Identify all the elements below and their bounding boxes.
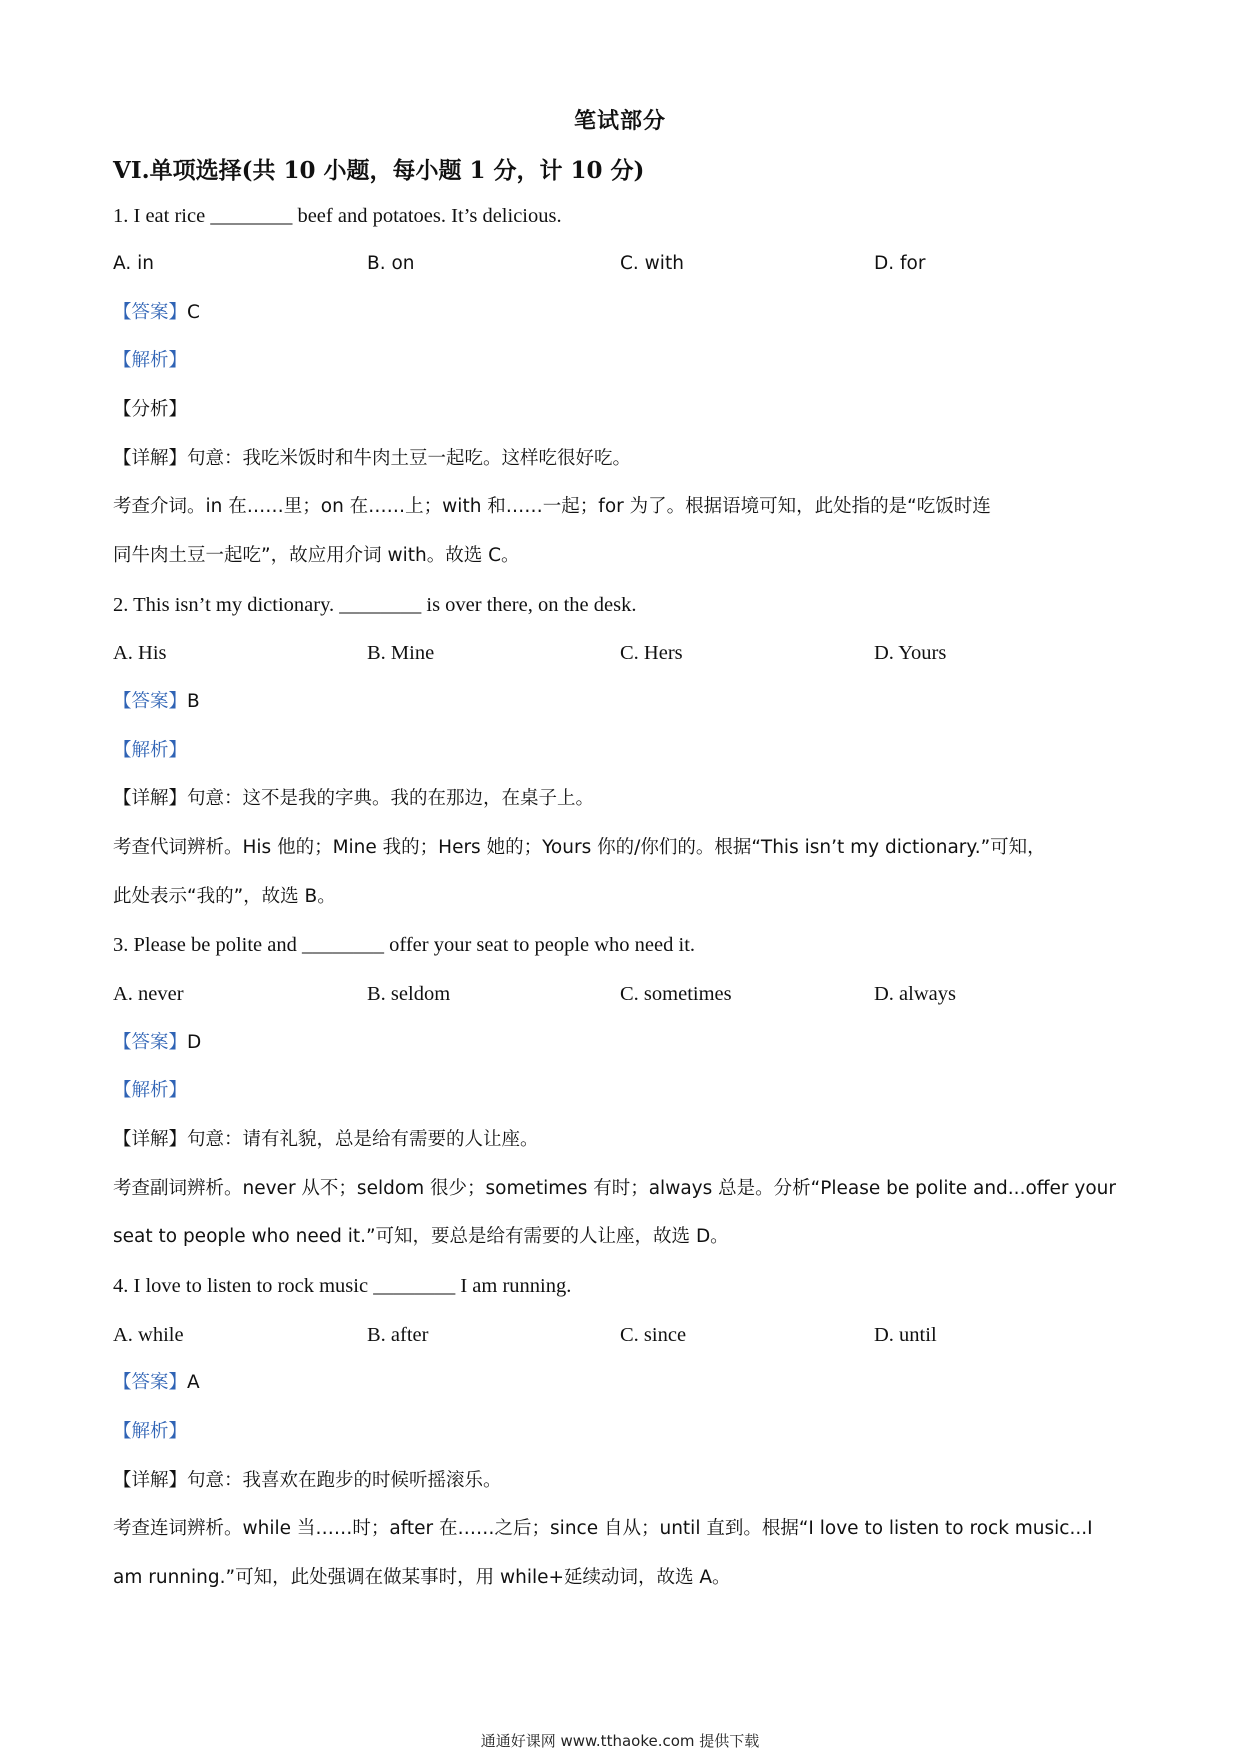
answer-tag: 【答案】	[113, 302, 188, 323]
question-4-option-d: D. until	[874, 1324, 937, 1346]
question-1-explanation-line-2: 同牛肉土豆一起吃”，故应用介词 with。故选 C。	[113, 545, 520, 566]
question-4-option-a: A. while	[113, 1324, 184, 1346]
answer-tag: 【答案】	[113, 691, 188, 712]
question-4-detail	[113, 1468, 502, 1494]
question-1-option-b: B. on	[367, 253, 415, 274]
question-2-explanation-line-1: 考查代词辨析。His 他的；Mine 我的；Hers 她的；Yours 你的/你们的。根据“This isn’t my dictionary.”可知，	[113, 837, 1046, 858]
detail-text: 句意：我吃米饭时和牛肉土豆一起吃。这样吃很好吃。	[187, 448, 632, 469]
question-4-option-b: B. after	[367, 1324, 429, 1346]
section-heading: VI.单项选择(共 10 小题，每小题 1 分，计 10 分)	[113, 157, 645, 184]
question-4-answer	[113, 1370, 200, 1396]
question-4-analysis-tag: 【解析】	[113, 1421, 188, 1442]
question-4-explanation-line-2: am running.”可知，此处强调在做某事时，用 while+延续动词，故选 A。	[113, 1567, 731, 1588]
question-2-option-d: D. Yours	[874, 642, 947, 664]
question-2-option-b: B. Mine	[367, 642, 435, 664]
question-4-explanation-line-1: 考查连词辨析。while 当……时；after 在……之后；since 自从；until 直到。根据“I love to listen to rock music...I	[113, 1518, 1093, 1539]
detail-tag: 【详解】	[113, 788, 188, 809]
question-2-analysis-tag: 【解析】	[113, 740, 188, 761]
page-footer: 通通好课网 www.tthaoke.com 提供下载	[480, 1732, 760, 1750]
answer-tag: 【答案】	[113, 1372, 188, 1393]
answer-value: B	[187, 691, 200, 712]
question-1-explanation-line-1: 考查介词。in 在……里；on 在……上；with 和……一起；for 为了。根据语境可知，此处指的是“吃饭时连	[113, 496, 991, 517]
question-4-stem: 4. I love to listen to rock music ________ I am running.	[113, 1275, 572, 1297]
question-3-option-c: C. sometimes	[620, 983, 732, 1005]
question-1-option-c: C. with	[620, 253, 684, 274]
question-3-stem: 3. Please be polite and ________ offer your seat to people who need it.	[113, 934, 696, 956]
question-1-stem: 1. I eat rice ________ beef and potatoes. It’s delicious.	[113, 205, 562, 227]
question-2-stem: 2. This isn’t my dictionary. ________ is over there, on the desk.	[113, 594, 637, 616]
detail-tag: 【详解】	[113, 1129, 188, 1150]
detail-tag: 【详解】	[113, 448, 188, 469]
question-2-detail	[113, 786, 594, 812]
question-1-option-a: A. in	[113, 253, 154, 274]
question-3-analysis-tag: 【解析】	[113, 1080, 188, 1101]
question-1-analysis-tag: 【解析】	[113, 350, 188, 371]
detail-text: 句意：我喜欢在跑步的时候听摇滚乐。	[187, 1470, 502, 1491]
question-3-option-b: B. seldom	[367, 983, 451, 1005]
question-2-answer	[113, 689, 200, 715]
answer-value: C	[187, 302, 200, 323]
question-1-option-d: D. for	[874, 253, 926, 274]
answer-tag: 【答案】	[113, 1032, 188, 1053]
question-4-option-c: C. since	[620, 1324, 687, 1346]
question-2-option-a: A. His	[113, 642, 167, 664]
page-title: 笔试部分	[573, 108, 666, 134]
question-2-option-c: C. Hers	[620, 642, 683, 664]
question-3-explanation-line-2: seat to people who need it.”可知，要总是给有需要的人让座，故选 D。	[113, 1226, 729, 1247]
question-3-answer	[113, 1030, 201, 1056]
detail-text: 句意：这不是我的字典。我的在那边，在桌子上。	[187, 788, 595, 809]
question-3-explanation-line-1: 考查副词辨析。never 从不；seldom 很少；sometimes 有时；always 总是。分析“Please be polite and...offer your	[113, 1178, 1116, 1199]
question-2-explanation-line-2: 此处表示“我的”，故选 B。	[113, 886, 336, 907]
answer-value: A	[187, 1372, 200, 1393]
question-3-option-d: D. always	[874, 983, 956, 1005]
answer-value: D	[187, 1032, 202, 1053]
detail-tag: 【详解】	[113, 1470, 188, 1491]
question-1-fenxi-tag: 【分析】	[113, 399, 188, 420]
detail-text: 句意：请有礼貌，总是给有需要的人让座。	[187, 1129, 539, 1150]
question-1-detail	[113, 446, 631, 472]
question-1-answer	[113, 300, 200, 326]
question-3-option-a: A. never	[113, 983, 184, 1005]
question-3-detail	[113, 1127, 539, 1153]
